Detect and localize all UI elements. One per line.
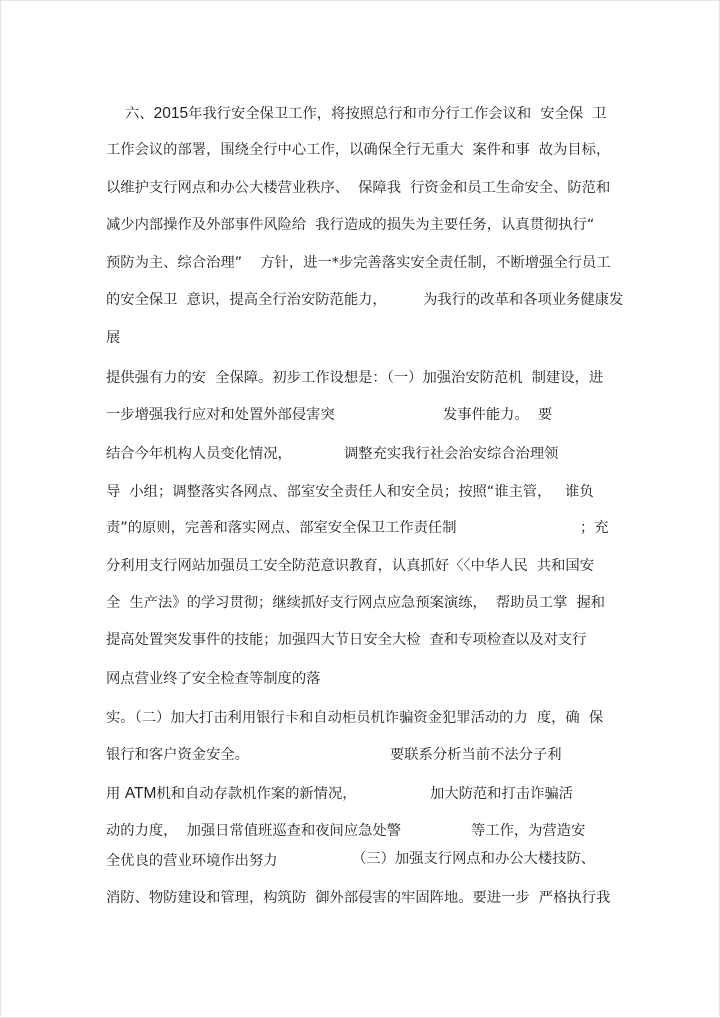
atm-label: ATM xyxy=(124,785,157,802)
text-line: 调整充实我行社会治安综合治理领 xyxy=(344,446,559,462)
text-line: 要联系分析当前不法分子利 xyxy=(390,747,562,763)
text-line xyxy=(106,784,357,804)
text-line: 全优良的营业环境作出努力 xyxy=(106,853,278,869)
text-line xyxy=(125,104,607,124)
text-line: 提供强有力的安 全保障。初步工作设想是：（一）加强治安防范机 制建设，进 xyxy=(106,370,604,386)
text-line: 动的力度， 加强日常值班巡查和夜间应急处警 xyxy=(106,823,402,839)
line-segment: 年我行安全保卫工作，将按照总行和市分行工作会议和 安全保 卫 xyxy=(188,106,607,122)
text-line: 实。（二）加大打击利用银行卡和自动柜员机诈骗资金犯罪活动的力 度，确 保 xyxy=(106,710,604,726)
text-line: 等工作，为营造安 xyxy=(471,823,586,839)
text-line: 发事件能力。 要 xyxy=(443,407,553,423)
text-line: 工作会议的部署，围绕全行中心工作，以确保全行无重大 案件和事 故为目标， xyxy=(106,142,611,158)
text-line: 导 小组；调整落实各网点、部室安全责任人和安全员；按照“谁主管， 谁负 xyxy=(106,484,594,500)
text-line: 结合今年机构人员变化情况， xyxy=(106,446,292,462)
line-segment: 用 xyxy=(106,786,121,802)
line-segment: 六、 xyxy=(125,106,154,122)
text-line: 消防、物防建设和管理，构筑防 御外部侵害的牢固阵地。要进一步 严格执行我 xyxy=(106,890,611,906)
text-line: 减少内部操作及外部事件风险给 我行造成的损失为主要任务，认真贯彻执行“ xyxy=(106,217,595,233)
text-line: （三）加强支行网点和办公大楼技防、 xyxy=(352,851,596,867)
text-line: 的安全保卫 意识，提高全行治安防范能力， 为我行的改革和各项业务健康发 xyxy=(106,292,624,308)
text-line: ；充 xyxy=(580,520,609,536)
line-segment: 机和自动存款机作案的新情况， xyxy=(156,786,357,802)
text-line: 预防为主、综合治理” 方针，进一*步完善落实安全责任制，不断增强全行员工 xyxy=(106,255,611,271)
text-line: 责”的原则，完善和落实网点、部室安全保卫工作责任制 xyxy=(106,520,457,536)
year-number: 2015 xyxy=(153,105,189,122)
text-line: 银行和客户资金安全。 xyxy=(106,747,249,763)
text-line: 以及对支行 xyxy=(515,632,587,648)
text-line: 提高处置突发事件的技能；加强四大节日安全大检 查和专项检查 xyxy=(106,632,516,648)
text-line: 加大防范和打击诈骗活 xyxy=(430,786,573,802)
text-line: 展 xyxy=(106,330,121,346)
text-line: 一步增强我行应对和处置外部侵害突 xyxy=(106,407,335,423)
text-line: 以维护支行网点和办公大楼营业秩序、 保障我 行资金和员工生命安全、防范和 xyxy=(106,180,611,196)
text-line: 分利用支行网站加强员工安全防范意识教育，认真抓好〈〈中华人民 共和国安 xyxy=(106,558,595,574)
text-line: 全 生产法》的学习贯彻；继续抓好支行网点应急预案演练， 帮助员工掌 握和 xyxy=(106,595,606,611)
text-line: 网点营业终了安全检查等制度的落 xyxy=(106,671,321,687)
